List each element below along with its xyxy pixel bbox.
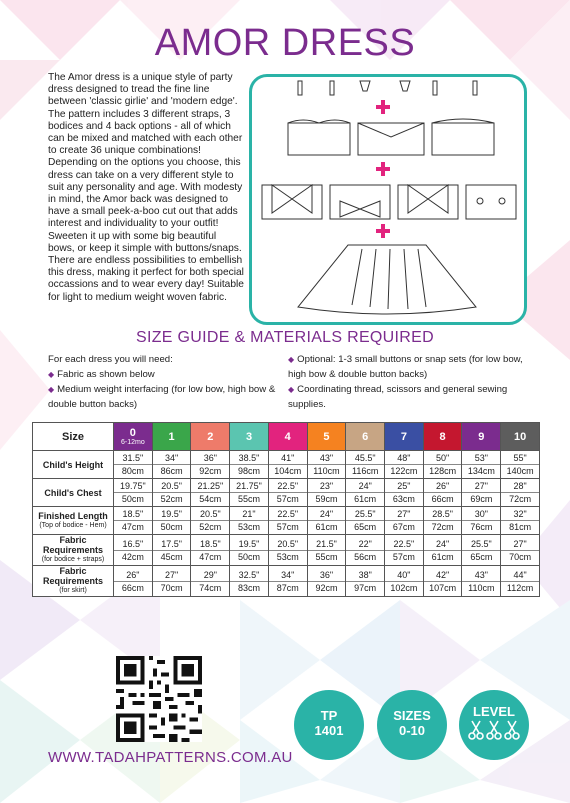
table-cell: 20.5" 53cm	[268, 535, 307, 566]
size-header-cell: 3	[230, 423, 269, 451]
row-label: Child's Chest	[33, 479, 114, 507]
intro-text: The Amor dress is a unique style of party dress designed to tread the fine line between 'classic girlie' and 'modern edge'. The pattern includes 3 different straps, 3 bodices and 4 back options - all of which can be mixed and matched with each other to create 36 unique combinations! Depending on the options you choose, this dress can take on a very different style to suit any personality and age. With modesty in mind, the Amor back was designed to have a small peek-a-boo cut out that adds interest and individuality to your outfit! Sweeten it up with some big beautiful bows, or keep it simple with buttons/snaps. There are endless possibilities to embellish this dress, making it perfect for both special occassions and to wear every day! Suitable for light to medium weight woven fabric.	[48, 72, 244, 303]
website-link[interactable]: WWW.TADAHPATTERNS.COM.AU	[48, 749, 293, 766]
table-cell: 40" 102cm	[385, 566, 424, 597]
table-cell: 55" 140cm	[501, 451, 540, 479]
table-cell: 24" 61cm	[346, 479, 385, 507]
table-cell: 25" 63cm	[385, 479, 424, 507]
qr-code	[116, 656, 202, 742]
materials-right	[288, 352, 528, 412]
table-cell: 26" 66cm	[423, 479, 462, 507]
table-cell: 43" 110cm	[307, 451, 346, 479]
size-header-cell: 2	[191, 423, 230, 451]
level-badge: LEVEL	[459, 690, 529, 760]
size-guide-table	[32, 422, 540, 597]
table-row	[33, 451, 540, 479]
table-cell: 30" 76cm	[462, 507, 501, 535]
table-cell: 36" 92cm	[191, 451, 230, 479]
table-cell: 42" 107cm	[423, 566, 462, 597]
table-cell: 27" 70cm	[152, 566, 191, 597]
table-cell: 24" 61cm	[423, 535, 462, 566]
page-title: AMOR DRESS	[154, 22, 416, 64]
table-cell: 25.5" 65cm	[462, 535, 501, 566]
size-header-cell: 7	[385, 423, 424, 451]
table-cell: 19.5" 50cm	[230, 535, 269, 566]
table-cell: 20.5" 52cm	[191, 507, 230, 535]
sizes-badge: SIZES 0-10	[377, 690, 447, 760]
table-row	[33, 535, 540, 566]
table-cell: 32" 81cm	[501, 507, 540, 535]
table-cell: 34" 86cm	[152, 451, 191, 479]
row-label: Fabric Requirements (for skirt)	[33, 566, 114, 597]
diamond-bullet-icon: ◆	[48, 370, 55, 379]
table-cell: 20.5" 52cm	[152, 479, 191, 507]
table-cell: 53" 134cm	[462, 451, 501, 479]
table-cell: 50" 128cm	[423, 451, 462, 479]
table-cell: 21.75" 55cm	[230, 479, 269, 507]
materials-item: ◆ Medium weight interfacing (for low bow, high bow & double button backs)	[48, 384, 276, 410]
table-cell: 19.75" 50cm	[114, 479, 153, 507]
table-cell: 48" 122cm	[385, 451, 424, 479]
pattern-options-diagram	[249, 74, 527, 325]
section-heading: SIZE GUIDE & MATERIALS REQUIRED	[136, 329, 434, 346]
table-cell: 27" 70cm	[501, 535, 540, 566]
table-cell: 21.25" 54cm	[191, 479, 230, 507]
row-label: Finished Length (Top of bodice - Hem)	[33, 507, 114, 535]
materials-item: ◆ Coordinating thread, scissors and general sewing supplies.	[288, 384, 508, 410]
back-options-illustration	[262, 185, 516, 219]
table-cell: 28.5" 72cm	[423, 507, 462, 535]
table-cell: 19.5" 50cm	[152, 507, 191, 535]
table-cell: 22.5" 57cm	[268, 479, 307, 507]
size-header-cell: 0 6-12mo	[114, 423, 153, 451]
size-header-cell: 6	[346, 423, 385, 451]
table-cell: 24" 61cm	[307, 507, 346, 535]
materials-intro: For each dress you will need:	[48, 354, 173, 365]
table-cell: 22.5" 57cm	[385, 535, 424, 566]
bodice-options-illustration	[288, 119, 494, 155]
table-cell: 26" 66cm	[114, 566, 153, 597]
scissors-icon	[467, 719, 521, 741]
table-cell: 25.5" 65cm	[346, 507, 385, 535]
table-cell: 32.5" 83cm	[230, 566, 269, 597]
size-header-cell: 4	[268, 423, 307, 451]
materials-item: ◆ Fabric as shown below	[48, 369, 155, 380]
materials-left	[48, 352, 284, 412]
size-corner-label: Size	[33, 423, 114, 451]
diamond-bullet-icon: ◆	[48, 385, 55, 394]
size-header-cell: 1	[152, 423, 191, 451]
pattern-number-badge: TP 1401	[294, 690, 364, 760]
table-cell: 21" 53cm	[230, 507, 269, 535]
table-cell: 45.5" 116cm	[346, 451, 385, 479]
table-cell: 41" 104cm	[268, 451, 307, 479]
skirt-illustration	[298, 245, 476, 314]
diamond-bullet-icon: ◆	[288, 355, 295, 364]
row-label: Fabric Requirements (for bodice + straps)	[33, 535, 114, 566]
table-cell: 29" 74cm	[191, 566, 230, 597]
table-cell: 36" 92cm	[307, 566, 346, 597]
size-header-cell: 9	[462, 423, 501, 451]
table-cell: 17.5" 45cm	[152, 535, 191, 566]
table-cell: 27" 67cm	[385, 507, 424, 535]
diamond-bullet-icon: ◆	[288, 385, 295, 394]
table-cell: 22" 56cm	[346, 535, 385, 566]
materials-item: ◆ Optional: 1-3 small buttons or snap sets (for low bow, high bow & double button backs)	[288, 354, 523, 380]
table-row	[33, 479, 540, 507]
strap-options-illustration	[298, 81, 477, 95]
table-cell: 27" 69cm	[462, 479, 501, 507]
table-cell: 38" 97cm	[346, 566, 385, 597]
size-header-row	[33, 423, 540, 451]
table-cell: 21.5" 55cm	[307, 535, 346, 566]
table-row	[33, 507, 540, 535]
table-cell: 23" 59cm	[307, 479, 346, 507]
table-cell: 34" 87cm	[268, 566, 307, 597]
size-header-cell: 5	[307, 423, 346, 451]
table-cell: 44" 112cm	[501, 566, 540, 597]
table-cell: 22.5" 57cm	[268, 507, 307, 535]
table-cell: 28" 72cm	[501, 479, 540, 507]
table-cell: 31.5" 80cm	[114, 451, 153, 479]
table-cell: 18.5" 47cm	[114, 507, 153, 535]
table-cell: 43" 110cm	[462, 566, 501, 597]
table-cell: 16.5" 42cm	[114, 535, 153, 566]
size-header-cell: 8	[423, 423, 462, 451]
row-label: Child's Height	[33, 451, 114, 479]
size-header-cell: 10	[501, 423, 540, 451]
table-row	[33, 566, 540, 597]
table-cell: 18.5" 47cm	[191, 535, 230, 566]
table-cell: 38.5" 98cm	[230, 451, 269, 479]
